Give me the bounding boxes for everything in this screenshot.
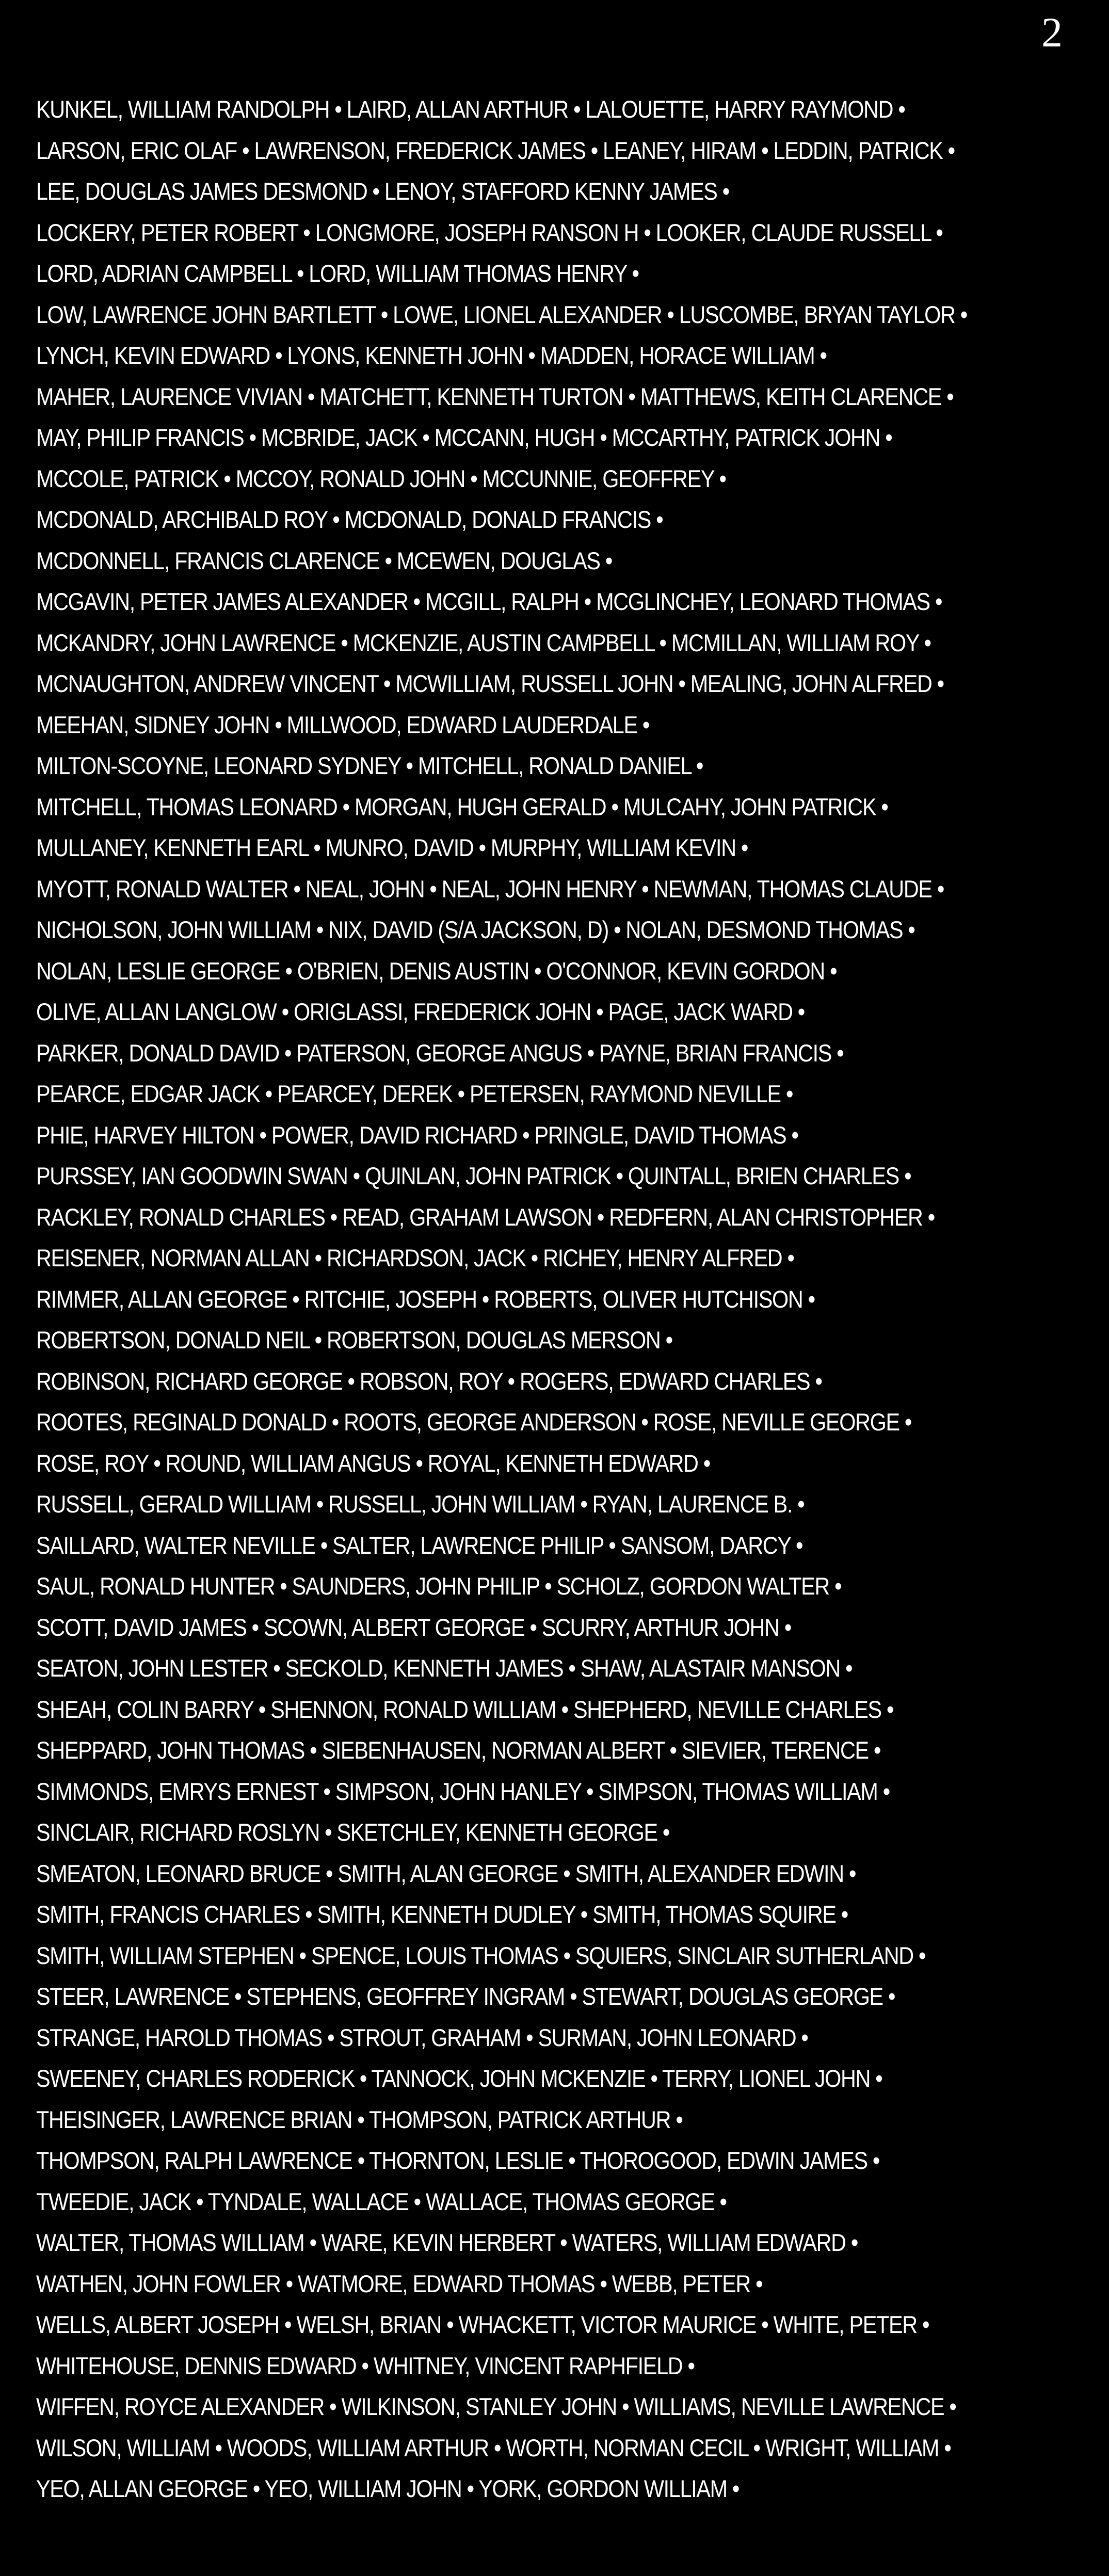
names-line: SMITH, FRANCIS CHARLES • SMITH, KENNETH DUDLEY • SMITH, THOMAS SQUIRE • bbox=[36, 1901, 848, 1928]
names-line: SINCLAIR, RICHARD ROSLYN • SKETCHLEY, KENNETH GEORGE • bbox=[36, 1818, 670, 1846]
names-line: SEATON, JOHN LESTER • SECKOLD, KENNETH JAMES • SHAW, ALASTAIR MANSON • bbox=[36, 1654, 853, 1682]
names-line: TWEEDIE, JACK • TYNDALE, WALLACE • WALLACE, THOMAS GEORGE • bbox=[36, 2187, 727, 2215]
names-line: MCGAVIN, PETER JAMES ALEXANDER • MCGILL, RALPH • MCGLINCHEY, LEONARD THOMAS • bbox=[36, 588, 942, 615]
names-line: RACKLEY, RONALD CHARLES • READ, GRAHAM LAWSON • REDFERN, ALAN CHRISTOPHER • bbox=[36, 1203, 935, 1231]
names-line: SHEPPARD, JOHN THOMAS • SIEBENHAUSEN, NORMAN ALBERT • SIEVIER, TERENCE • bbox=[36, 1736, 881, 1764]
names-line: MAY, PHILIP FRANCIS • MCBRIDE, JACK • MCCANN, HUGH • MCCARTHY, PATRICK JOHN • bbox=[36, 424, 892, 451]
names-line: WATHEN, JOHN FOWLER • WATMORE, EDWARD THOMAS • WEBB, PETER • bbox=[36, 2269, 763, 2297]
names-line: PARKER, DONALD DAVID • PATERSON, GEORGE ANGUS • PAYNE, BRIAN FRANCIS • bbox=[36, 1039, 844, 1067]
names-line: LOW, LAWRENCE JOHN BARTLETT • LOWE, LIONEL ALEXANDER • LUSCOMBE, BRYAN TAYLOR • bbox=[36, 300, 967, 328]
names-line: YEO, ALLAN GEORGE • YEO, WILLIAM JOHN • YORK, GORDON WILLIAM • bbox=[36, 2475, 740, 2502]
names-line: THEISINGER, LAWRENCE BRIAN • THOMPSON, PATRICK ARTHUR • bbox=[36, 2105, 683, 2133]
names-line: REISENER, NORMAN ALLAN • RICHARDSON, JACK • RICHEY, HENRY ALFRED • bbox=[36, 1244, 794, 1271]
names-line: MYOTT, RONALD WALTER • NEAL, JOHN • NEAL, JOHN HENRY • NEWMAN, THOMAS CLAUDE • bbox=[36, 875, 944, 903]
names-line: PHIE, HARVEY HILTON • POWER, DAVID RICHARD • PRINGLE, DAVID THOMAS • bbox=[36, 1121, 798, 1149]
names-line: MCDONNELL, FRANCIS CLARENCE • MCEWEN, DOUGLAS • bbox=[36, 546, 612, 574]
page-number: 2 bbox=[1041, 9, 1063, 56]
names-line: MEEHAN, SIDNEY JOHN • MILLWOOD, EDWARD LAUDERDALE • bbox=[36, 711, 650, 738]
names-line: SWEENEY, CHARLES RODERICK • TANNOCK, JOHN MCKENZIE • TERRY, LIONEL JOHN • bbox=[36, 2065, 882, 2092]
names-line: ROBERTSON, DONALD NEIL • ROBERTSON, DOUGLAS MERSON • bbox=[36, 1326, 672, 1354]
names-line: SMEATON, LEONARD BRUCE • SMITH, ALAN GEORGE • SMITH, ALEXANDER EDWIN • bbox=[36, 1859, 856, 1887]
names-line: MCDONALD, ARCHIBALD ROY • MCDONALD, DONALD FRANCIS • bbox=[36, 506, 663, 533]
names-line: LYNCH, KEVIN EDWARD • LYONS, KENNETH JOHN • MADDEN, HORACE WILLIAM • bbox=[36, 342, 827, 369]
names-line: STEER, LAWRENCE • STEPHENS, GEOFFREY INGRAM • STEWART, DOUGLAS GEORGE • bbox=[36, 1983, 895, 2010]
names-line: LARSON, ERIC OLAF • LAWRENSON, FREDERICK JAMES • LEANEY, HIRAM • LEDDIN, PATRICK • bbox=[36, 136, 955, 164]
names-line: NICHOLSON, JOHN WILLIAM • NIX, DAVID (S/A JACKSON, D) • NOLAN, DESMOND THOMAS • bbox=[36, 916, 915, 943]
names-line: KUNKEL, WILLIAM RANDOLPH • LAIRD, ALLAN ARTHUR • LALOUETTE, HARRY RAYMOND • bbox=[36, 95, 905, 123]
names-line: MCKANDRY, JOHN LAWRENCE • MCKENZIE, AUSTIN CAMPBELL • MCMILLAN, WILLIAM ROY • bbox=[36, 629, 931, 656]
names-line: ROBINSON, RICHARD GEORGE • ROBSON, ROY • ROGERS, EDWARD CHARLES • bbox=[36, 1367, 822, 1395]
names-line: PURSSEY, IAN GOODWIN SWAN • QUINLAN, JOHN PATRICK • QUINTALL, BRIEN CHARLES • bbox=[36, 1162, 911, 1189]
names-line: SHEAH, COLIN BARRY • SHENNON, RONALD WILLIAM • SHEPHERD, NEVILLE CHARLES • bbox=[36, 1695, 894, 1723]
names-line: MILTON-SCOYNE, LEONARD SYDNEY • MITCHELL, RONALD DANIEL • bbox=[36, 752, 703, 779]
names-line: RIMMER, ALLAN GEORGE • RITCHIE, JOSEPH • ROBERTS, OLIVER HUTCHISON • bbox=[36, 1285, 815, 1313]
names-line: WILSON, WILLIAM • WOODS, WILLIAM ARTHUR • WORTH, NORMAN CECIL • WRIGHT, WILLIAM • bbox=[36, 2434, 951, 2461]
names-line: LOCKERY, PETER ROBERT • LONGMORE, JOSEPH RANSON H • LOOKER, CLAUDE RUSSELL • bbox=[36, 218, 943, 246]
names-line: MULLANEY, KENNETH EARL • MUNRO, DAVID • MURPHY, WILLIAM KEVIN • bbox=[36, 834, 748, 861]
names-line: OLIVE, ALLAN LANGLOW • ORIGLASSI, FREDERICK JOHN • PAGE, JACK WARD • bbox=[36, 998, 805, 1025]
names-line: WALTER, THOMAS WILLIAM • WARE, KEVIN HERBERT • WATERS, WILLIAM EDWARD • bbox=[36, 2229, 858, 2256]
names-line: LORD, ADRIAN CAMPBELL • LORD, WILLIAM THOMAS HENRY • bbox=[36, 260, 639, 287]
names-line: STRANGE, HAROLD THOMAS • STROUT, GRAHAM • SURMAN, JOHN LEONARD • bbox=[36, 2023, 808, 2051]
names-line: SCOTT, DAVID JAMES • SCOWN, ALBERT GEORGE • SCURRY, ARTHUR JOHN • bbox=[36, 1613, 791, 1641]
names-line: MCNAUGHTON, ANDREW VINCENT • MCWILLIAM, RUSSELL JOHN • MEALING, JOHN ALFRED • bbox=[36, 670, 944, 697]
names-line: THOMPSON, RALPH LAWRENCE • THORNTON, LESLIE • THOROGOOD, EDWIN JAMES • bbox=[36, 2147, 880, 2174]
names-line: MAHER, LAURENCE VIVIAN • MATCHETT, KENNETH TURTON • MATTHEWS, KEITH CLARENCE • bbox=[36, 382, 954, 410]
names-line: MCCOLE, PATRICK • MCCOY, RONALD JOHN • MCCUNNIE, GEOFFREY • bbox=[36, 464, 726, 492]
names-line: LEE, DOUGLAS JAMES DESMOND • LENOY, STAFFORD KENNY JAMES • bbox=[36, 178, 729, 205]
names-line: WELLS, ALBERT JOSEPH • WELSH, BRIAN • WHACKETT, VICTOR MAURICE • WHITE, PETER • bbox=[36, 2311, 929, 2338]
names-line: WHITEHOUSE, DENNIS EDWARD • WHITNEY, VINCENT RAPHFIELD • bbox=[36, 2352, 695, 2379]
names-line: SIMMONDS, EMRYS ERNEST • SIMPSON, JOHN HANLEY • SIMPSON, THOMAS WILLIAM • bbox=[36, 1777, 890, 1805]
names-list bbox=[36, 89, 1099, 2509]
names-line: RUSSELL, GERALD WILLIAM • RUSSELL, JOHN WILLIAM • RYAN, LAURENCE B. • bbox=[36, 1490, 805, 1518]
names-line: NOLAN, LESLIE GEORGE • O'BRIEN, DENIS AUSTIN • O'CONNOR, KEVIN GORDON • bbox=[36, 957, 837, 985]
names-line: WIFFEN, ROYCE ALEXANDER • WILKINSON, STANLEY JOHN • WILLIAMS, NEVILLE LAWRENCE • bbox=[36, 2393, 956, 2420]
names-line: MITCHELL, THOMAS LEONARD • MORGAN, HUGH GERALD • MULCAHY, JOHN PATRICK • bbox=[36, 793, 888, 820]
names-line: PEARCE, EDGAR JACK • PEARCEY, DEREK • PETERSEN, RAYMOND NEVILLE • bbox=[36, 1080, 793, 1107]
names-line: ROSE, ROY • ROUND, WILLIAM ANGUS • ROYAL, KENNETH EDWARD • bbox=[36, 1449, 710, 1477]
names-line: ROOTES, REGINALD DONALD • ROOTS, GEORGE ANDERSON • ROSE, NEVILLE GEORGE • bbox=[36, 1408, 912, 1436]
names-line: SAUL, RONALD HUNTER • SAUNDERS, JOHN PHILIP • SCHOLZ, GORDON WALTER • bbox=[36, 1572, 842, 1600]
names-line: SMITH, WILLIAM STEPHEN • SPENCE, LOUIS THOMAS • SQUIERS, SINCLAIR SUTHERLAND • bbox=[36, 1941, 926, 1969]
names-line: SAILLARD, WALTER NEVILLE • SALTER, LAWRENCE PHILIP • SANSOM, DARCY • bbox=[36, 1531, 803, 1559]
